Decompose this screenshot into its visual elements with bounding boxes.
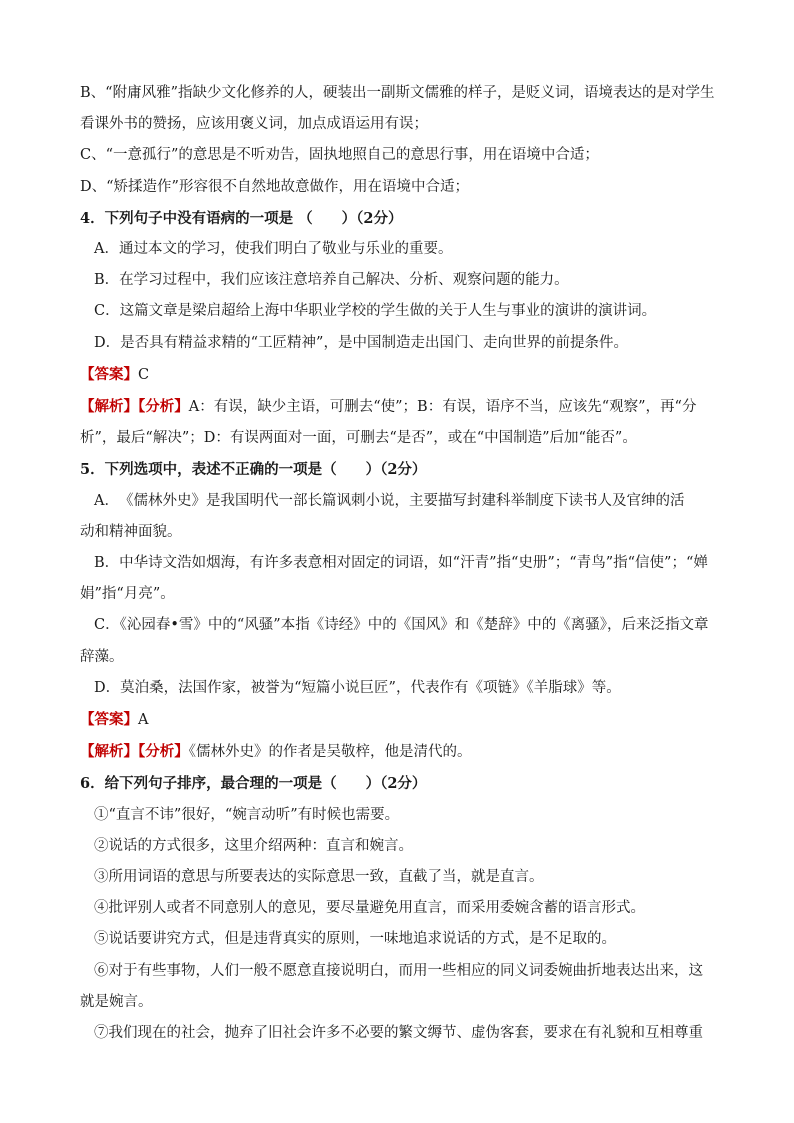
fenxi-tag: 【分析】 [138, 398, 189, 416]
option-d: D．是否具有精益求精的“工匠精神”，是中国制造走出国门、走向世界的前提条件。 [94, 334, 628, 351]
question-6: 6．给下列句子排序，最合理的一项是（ ）（2分） [80, 775, 427, 793]
analysis-line [80, 736, 728, 768]
option-a: A． 《儒林外史》是我国明代一部长篇讽刺小说，主要描写封建科举制度下读书人及官绅的活 [94, 492, 685, 509]
text-line: 娟”指“月亮”。 [80, 586, 175, 603]
analysis-text: 《儒林外史》的作者是吴敬梓，他是清代的。 [188, 744, 472, 761]
answer-tag: 【答案】 [80, 711, 138, 729]
sentence-2: ②说话的方式很多，这里介绍两种：直言和婉言。 [94, 837, 413, 854]
answer-tag: 【答案】 [80, 365, 138, 383]
option-c: C．这篇文章是梁启超给上海中华职业学校的学生做的关于人生与事业的演讲的演讲词。 [94, 303, 657, 320]
sentence-3: ③所用词语的意思与所要表达的实际意思一致，直截了当，就是直言。 [94, 869, 544, 886]
analysis-text: A：有误，缺少主语，可删去“使”；B：有误，语序不当，应该先“观察”，再“分 [188, 399, 697, 416]
sentence-4: ④批评别人或者不同意别人的意见，要尽量避免用直言，而采用委婉含蓄的语言形式。 [94, 900, 645, 917]
text-line: 析”，最后“解决”；D：有误两面对一面，可删去“是否”，或在“中国制造”后加“能否”。 [80, 430, 637, 447]
text-line: D、“矫揉造作”形容很不自然地故意做作，用在语境中合适； [80, 178, 469, 195]
answer-line [80, 704, 728, 736]
text-line: 辞藻。 [80, 648, 124, 665]
text-line: B、“附庸风雅”指缺少文化修养的人，硬装出一副斯文儒雅的样子，是贬义词，语境表达的是对学生 [80, 85, 715, 101]
sentence-6: ⑥对于有些事物，人们一般不愿意直接说明白，而用一些相应的同义词委婉曲折地表达出来，这 [94, 962, 703, 979]
option-c: C．《沁园春•雪》中的“风骚”本指《诗经》中的《国风》和《楚辞》中的《离骚》，后来泛指文章 [94, 617, 709, 634]
option-b: B．在学习过程中，我们应该注意培养自己解决、分析、观察问题的能力。 [94, 272, 569, 289]
answer-line [80, 359, 728, 391]
option-d: D．莫泊桑，法国作家，被誉为“短篇小说巨匠”，代表作有《项链》《羊脂球》等。 [94, 679, 621, 696]
text-line: 动和精神面貌。 [80, 523, 182, 540]
text-line: C、“一意孤行”的意思是不听劝告，固执地照自己的意思行事，用在语境中合适； [80, 147, 599, 164]
fenxi-tag: 【分析】 [138, 743, 189, 761]
question-4: 4．下列句子中没有语病的一项是 （ ）（2分） [80, 209, 403, 227]
option-b: B．中华诗文浩如烟海，有许多表意相对固定的词语，如“汗青”指“史册”；“青鸟”指“信使”；“婵 [94, 555, 708, 572]
text-line: 看课外书的赞扬，应该用褒义词，加点成语运用有误； [80, 116, 428, 133]
sentence-1: ①“直言不讳”很好，“婉言动听”有时候也需要。 [94, 806, 400, 823]
option-a: A．通过本文的学习，使我们明白了敬业与乐业的重要。 [94, 241, 453, 258]
answer-value: C [138, 366, 150, 383]
analysis-line [80, 391, 728, 423]
analysis-tag: 【解析】 [80, 743, 138, 761]
question-5: 5．下列选项中，表述不正确的一项是（ ）（2分） [80, 461, 427, 479]
sentence-5: ⑤说话要讲究方式，但是违背真实的原则，一味地追求说话的方式，是不足取的。 [94, 931, 616, 948]
sentence-7: ⑦我们现在的社会，抛弃了旧社会许多不必要的繁文缛节、虚伪客套，要求在有礼貌和互相尊重 [94, 1025, 703, 1042]
answer-value: A [138, 712, 149, 729]
analysis-tag: 【解析】 [80, 398, 138, 416]
text-line: 就是婉言。 [80, 993, 153, 1010]
